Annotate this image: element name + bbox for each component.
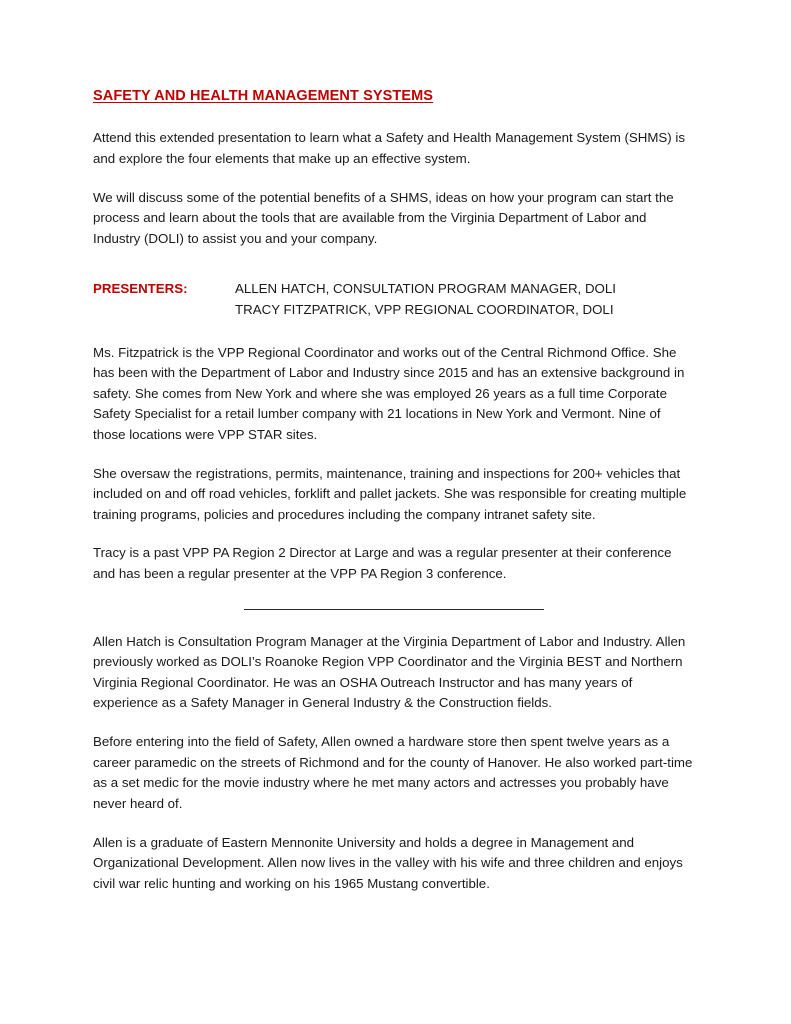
- intro-paragraph-1: Attend this extended presentation to learn what a Safety and Health Management System (SHMS) is and explore the four elements that make up an effective system.: [93, 130, 686, 166]
- section-divider: [244, 609, 544, 610]
- bio-hatch-paragraph-3: Allen is a graduate of Eastern Mennonite University and holds a degree in Management and Organizational Development. Allen now lives in the valley with his wife and three children and enjoys civil war relic hunting and working on his 1965 Mustang convertible.: [93, 834, 683, 891]
- section-divider-wrap: [93, 609, 695, 610]
- intro-paragraph-2: We will discuss some of the potential benefits of a SHMS, ideas on how your program can start the process and learn about the tools that are available from the Virginia Department of Labor and Industry (DOLI) to assist you and your company.: [93, 189, 674, 246]
- presenters-section: [93, 279, 695, 320]
- bio-fitzpatrick-paragraph-1: Ms. Fitzpatrick is the VPP Regional Coordinator and works out of the Central Richmond Office. She has been with the Department of Labor and Industry since 2015 and has an extensive background in safety. She comes from New York and where she was employed 26 years as a full time Corporate Safety Specialist for a retail lumber company with 21 locations in New York and Vermont. Nine of those locations were VPP STAR sites.: [93, 344, 685, 442]
- bio-fitzpatrick-paragraph-2: She oversaw the registrations, permits, maintenance, training and inspections for 200+ vehicles that included on and off road vehicles, forklift and pallet jackets. She was responsible for creating multiple training programs, policies and procedures including the company intranet safety site.: [93, 465, 687, 522]
- presenter-entry: ALLEN HATCH, CONSULTATION PROGRAM MANAGER, DOLI: [235, 281, 616, 297]
- bio-hatch-paragraph-1: Allen Hatch is Consultation Program Manager at the Virginia Department of Labor and Industry. Allen previously worked as DOLI’s Roanoke Region VPP Coordinator and the Virginia BEST and Northern Virginia Regional Coordinator. He was an OSHA Outreach Instructor and has many years of experience as a Safety Manager in General Industry & the Construction fields.: [93, 633, 686, 711]
- bio-hatch-paragraph-2: Before entering into the field of Safety, Allen owned a hardware store then spent twelve years as a career paramedic on the streets of Richmond and for the county of Hanover. He also worked part-time as a set medic for the movie industry where he met many actors and actresses you probably have never heard of.: [93, 734, 693, 811]
- bio-fitzpatrick-paragraph-3: Tracy is a past VPP PA Region 2 Director at Large and was a regular presenter at their conference and has been a regular presenter at the VPP PA Region 3 conference.: [93, 545, 672, 582]
- presenter-entry: TRACY FITZPATRICK, VPP REGIONAL COORDINATOR, DOLI: [235, 301, 614, 317]
- page-title: SAFETY AND HEALTH MANAGEMENT SYSTEMS: [93, 88, 434, 104]
- presenters-label: PRESENTERS:: [93, 281, 188, 297]
- presenters-list: [235, 279, 616, 320]
